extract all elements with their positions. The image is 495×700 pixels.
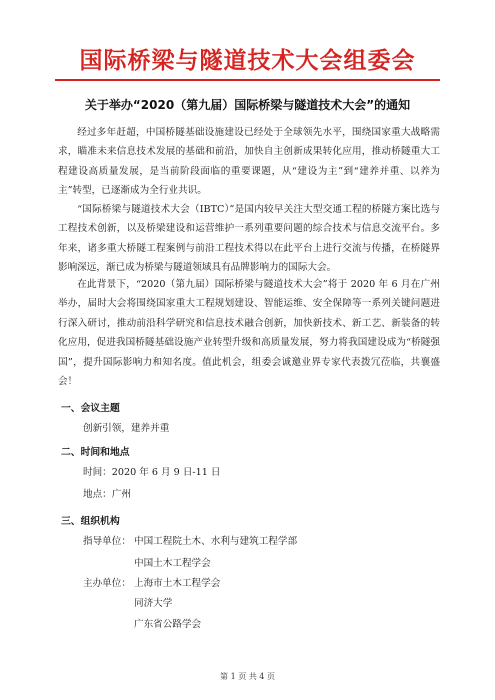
ibtc-paragraph: “国际桥梁与隧道技术大会（IBTC）”是国内较早关注大型交通工程的桥隧方案比选与工程技术创新，以及桥梁建设和运营维护一系列重要问题的综合技术与信息交流平台。多年来，诸多重大桥隧工程案例与前沿工程技术得以在此平台上进行交流与传播，在桥隧界影响深远，渐已成为桥梁与隧道领域具有品牌影响力的国际大会。 <box>58 204 440 274</box>
background-paragraph: 在此背景下，“2020（第九届）国际桥梁与隧道技术大会”将于 2020 年 6 月在广州举办，届时大会将围绕国家重大工程规划建设、智能运维、安全保障等一系列关键问题进行深入研讨，推动前沿科学研究和信息技术融合创新，加快新技术、新工艺、新装备的转化应用，促进我国桥隧基础设施产业转型升级和高质量发展，努力将我国建设成为“桥隧强国”，提升国际影响力和知名度。值此机会，组委会诚邀业界专家代表拨冗莅临，共襄盛会！ <box>58 279 440 388</box>
guide-unit-label: 指导单位： <box>83 536 131 547</box>
header-divider <box>55 79 440 81</box>
host-unit-item: 广东省公路学会 <box>134 619 202 630</box>
time-text: 时间：2020 年 6 月 9 日-11 日 <box>83 467 221 478</box>
guide-unit-item: 中国工程院土木、水利与建筑工程学部 <box>134 536 298 547</box>
organizer-header-title: 国际桥梁与隧道技术大会组委会 <box>79 48 416 74</box>
guide-unit-item: 中国土木工程学会 <box>134 558 211 569</box>
host-unit-item: 上海市土木工程学会 <box>134 578 221 589</box>
section-heading-time-place: 二、时间和地点 <box>61 447 130 458</box>
host-unit-item: 同济大学 <box>134 598 173 609</box>
section-heading-organization: 三、组织机构 <box>61 516 120 527</box>
section-heading-theme: 一、会议主题 <box>61 403 120 414</box>
document-title: 关于举办“2020（第九届）国际桥梁与隧道技术大会”的通知 <box>84 98 411 112</box>
host-unit-label: 主办单位： <box>83 578 131 589</box>
theme-text: 创新引领，建养并重 <box>83 423 170 434</box>
intro-paragraph: 经过多年赶超，中国桥隧基础设施建设已经处于全球领先水平，围绕国家重大战略需求，瞄准未来信息技术发展的基础和前沿，加快自主创新成果转化应用，推动桥隧重大工程建设高质量发展，是当前阶段面临的重要课题，从“建设为主”到“建养并重、以养为主”转型，已逐渐成为全行业共识。 <box>58 127 440 197</box>
page-number: 第 1 页 共 4 页 <box>220 672 275 681</box>
place-text: 地点：广州 <box>83 489 131 500</box>
